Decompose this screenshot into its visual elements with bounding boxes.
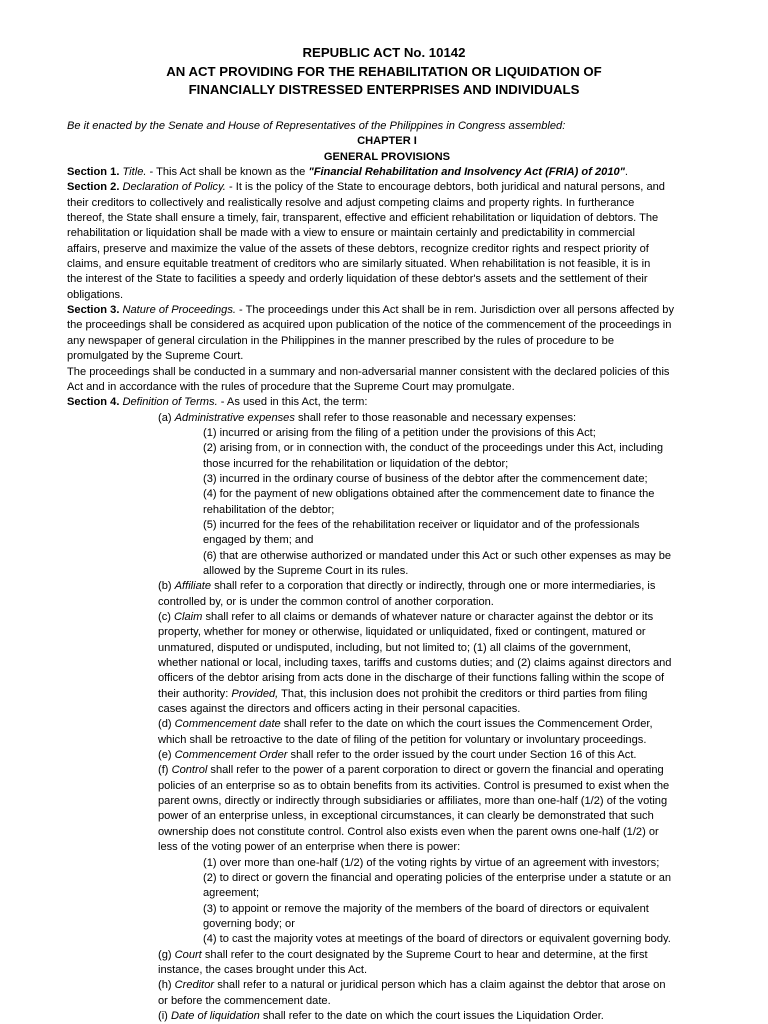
- sub-item: [67, 518, 707, 549]
- sub-item: [67, 856, 707, 871]
- definition-f-items: [67, 856, 707, 948]
- section-4: Section 4. Definition of Terms. - As used in this Act, the term: (a) Administrative expenses shall refer to those reasonable and necessary expenses: (1) incurred or arising from the filing of a petition under the provisions of this Act; (2) arising from, or in connection with, the conduct of the proceedings under this Act, including those incurred for the rehabilitation or liquidation of the debtor; (3) incurred in the ordinary course of business of the debtor after the commencement date; (4) for the payment of new obligations obtained after the commencement date to finance the rehabilitation of the debtor; (5) incurred for the fees of the rehabilitation receiver or liquidator and of the professionals engaged by them; and (6) that are otherwise authorized or mandated under this Act or such other expenses as may be allowed by the Supreme Court in its rules. (b) Affiliate shall refer to a corporation that directly or indirectly, through one or more intermediaries, is controlled by, or is under the common control of another corporation. (c) Claim shall refer to all claims or demands of whatever nature or character against the debtor or its property, whether for money or otherwise, liquidated or unliquidated, fixed or contingent, matured or unmatured, disputed or undisputed, including, but not limited to; (1) all claims of the government, whether national or local, including taxes, tariffs and customs duties; and (2) claims against directors and officers of the debtor arising from acts done in the discharge of their functions falling within the scope of their authority: Provided, That, this inclusion does not prohibit the creditors or third parties from filing cases against the directors and officers acting in their personal capacities. (d) Commencement date shall refer to the date on which the court issues the Commencement Order, which shall be retroactive to the date of filing of the petition for voluntary or involuntary proceedings. (e) Commencement Order shall refer to the order issued by the court under Section 16 of this Act. (f) Control shall refer to the power of a parent corporation to direct or govern the financial and operating policies of an enterprise so as to obtain benefits from its activities. Control is presumed to exist when the parent owns, directly or indirectly through subsidiaries or affiliates, more than one-half (1/2) of the voting power of an enterprise unless, in exceptional circumstances, it can clearly be demonstrated that such ownership does not constitute control. Control also exists even when the parent owns one-half (1/2) or less of the voting power of an enterprise when there is power: (1) over more than one-half (1/2) of the voting rights by virtue of an agreement with investors; (2) to direct or govern the financial and operating policies of the enterprise under a statute or an agreement; (3) to appoint or remove the majority of the members of the board of directors or equivalent governing body; or (4) to cast the majority votes at meetings of the board of directors or equivalent governing body. (g) Court shall refer to the court designated by the Supreme Court to hear and determine, at the first instance, the cases brought under this Act. (h) Creditor shall refer to a natural or juridical person which has a claim against the debtor that arose on or before the commencement date. (i) Date of liquidation shall refer to the date on which the court issues the Liquidation Order.: [67, 395, 707, 1024]
- sub-item-line: (1) over more than one-half (1/2) of the voting rights by virtue of an agreement with investors;: [203, 856, 660, 869]
- sub-item-line: allowed by the Supreme Court in its rules.: [203, 564, 409, 577]
- sub-item-line: (3) to appoint or remove the majority of the members of the board of directors or equivalent: [203, 902, 649, 915]
- sub-item-line: agreement;: [203, 887, 260, 900]
- definition-b: (b) Affiliate shall refer to a corporation that directly or indirectly, through one or more intermediaries, is controlled by, or is under the common control of another corporation.: [158, 580, 656, 608]
- sub-item: [67, 441, 707, 472]
- definition-i: (i) Date of liquidation shall refer to the date on which the court issues the Liquidation Order.: [158, 1009, 604, 1022]
- definition-f: (f) Control shall refer to the power of a parent corporation to direct or govern the financial and operating policies of an enterprise so as to obtain benefits from its activities. Control is presumed to exist when the parent owns, directly or indirectly through subsidiaries or affiliates, more than one-half (1/2) of the voting power of an enterprise unless, in exceptional circumstances, it can clearly be demonstrated that such ownership does not constitute control. Control also exists even when the parent owns one-half (1/2) or less of the voting power of an enterprise when there is power: (1) over more than one-half (1/2) of the voting rights by virtue of an agreement with investors; (2) to direct or govern the financial and operating policies of the enterprise under a statute or an agreement; (3) to appoint or remove the majority of the members of the board of directors or equivalent governing body; or (4) to cast the majority votes at meetings of the board of directors or equivalent governing body.: [67, 763, 707, 947]
- definition-a-items: [67, 426, 707, 579]
- sub-item-line: (4) for the payment of new obligations obtained after the commencement date to finance the: [203, 488, 655, 501]
- sub-item-line: governing body; or: [203, 917, 295, 930]
- sub-item-line: (6) that are otherwise authorized or mandated under this Act or such other expenses as may be: [203, 549, 672, 562]
- sub-item: [67, 902, 707, 933]
- sub-item-line: (1) incurred or arising from the filing of a petition under the provisions of this Act;: [203, 426, 596, 439]
- sub-item-line: (2) to direct or govern the financial and operating policies of the enterprise under a statute or an: [203, 871, 672, 884]
- sub-item-line: (4) to cast the majority votes at meetings of the board of directors or equivalent governing body.: [203, 933, 671, 946]
- sub-item-line: engaged by them; and: [203, 534, 314, 547]
- sub-item: [67, 871, 707, 902]
- sub-item-line: rehabilitation of the debtor;: [203, 503, 335, 516]
- enacting-clause: Be it enacted by the Senate and House of Representatives of the Philippines in Congress assembled:: [67, 120, 566, 132]
- definition-c: (c) Claim shall refer to all claims or demands of whatever nature or character against the debtor or its property, whether for money or otherwise, liquidated or unliquidated, fixed or contingent, matured or unmatured, disputed or undisputed, including, but not limited to; (1) all claims of the government, whether national or local, including taxes, tariffs and customs duties; and (2) claims against directors and officers of the debtor arising from acts done in the discharge of their functions falling within the scope of their authority: Provided, That, this inclusion does not prohibit the creditors or third parties from filing cases against the directors and officers acting in their personal capacities.: [158, 611, 672, 716]
- section-3: Section 3. Nature of Proceedings. - The proceedings under this Act shall be in rem. Jurisdiction over all persons affected by the proceedings shall be considered as acquired upon publication of the notice of the commencement of the proceedings in any newspaper of general circulation in the Philippines in the manner prescribed by the rules of procedure to be promulgated by the Supreme Court. The proceedings shall be conducted in a summary and non-adversarial manner consistent with the declared policies of this Act and in accordance with the rules of procedure that the Supreme Court may promulgate.: [67, 304, 674, 393]
- sub-item: [67, 472, 707, 487]
- sub-item: [67, 487, 707, 518]
- chapter-number: CHAPTER I: [357, 135, 417, 148]
- document-body: [67, 119, 707, 1024]
- sub-item-line: (2) arising from, or in connection with, the conduct of the proceedings under this Act, including: [203, 442, 664, 455]
- sub-item: [67, 426, 707, 441]
- sub-item-line: those incurred for the rehabilitation or liquidation of the debtor;: [203, 457, 509, 470]
- sub-item: [67, 932, 707, 947]
- sub-item: [67, 549, 707, 580]
- definition-h: (h) Creditor shall refer to a natural or juridical person which has a claim against the debtor that arose on or before the commencement date.: [158, 979, 666, 1007]
- section-1: Section 1. Title. - This Act shall be known as the "Financial Rehabilitation and Insolvency Act (FRIA) of 2010".: [67, 166, 629, 179]
- act-title-line-2: FINANCIALLY DISTRESSED ENTERPRISES AND INDIVIDUALS: [188, 82, 580, 97]
- definition-a: (a) Administrative expenses shall refer to those reasonable and necessary expenses: (1) incurred or arising from the filing of a petition under the provisions of this Act; (2) arising from, or in connection with, the conduct of the proceedings under this Act, including those incurred for the rehabilitation or liquidation of the debtor; (3) incurred in the ordinary course of business of the debtor after the commencement date; (4) for the payment of new obligations obtained after the commencement date to finance the rehabilitation of the debtor; (5) incurred for the fees of the rehabilitation receiver or liquidator and of the professionals engaged by them; and (6) that are otherwise authorized or mandated under this Act or such other expenses as may be allowed by the Supreme Court in its rules.: [67, 411, 707, 580]
- sub-item-line: (3) incurred in the ordinary course of business of the debtor after the commencement date;: [203, 472, 648, 485]
- document-title: [0, 44, 768, 100]
- definition-g: (g) Court shall refer to the court designated by the Supreme Court to hear and determine, at the first instance, the cases brought under this Act.: [158, 948, 648, 976]
- sub-item-line: (5) incurred for the fees of the rehabilitation receiver or liquidator and of the professionals: [203, 518, 640, 531]
- act-number: REPUBLIC ACT No. 10142: [302, 45, 466, 60]
- section-2: Section 2. Declaration of Policy. - It is the policy of the State to encourage debtors, both juridical and natural persons, and their creditors to collectively and realistically resolve and adjust competing claims and property rights. In furtherance thereof, the State shall ensure a timely, fair, transparent, effective and efficient rehabilitation or liquidation of debtors. The rehabilitation or liquidation shall be made with a view to ensure or maintain certainly and predictability in commercial affairs, preserve and maximize the value of the assets of these debtors, recognize creditor rights and respect priority of claims, and ensure equitable treatment of creditors who are similarly situated. When rehabilitation is not feasible, it is in the interest of the State to facilities a speedy and orderly liquidation of these debtor's assets and the settlement of their obligations.: [67, 181, 665, 301]
- chapter-title: GENERAL PROVISIONS: [323, 150, 451, 163]
- act-title-line-1: AN ACT PROVIDING FOR THE REHABILITATION OR LIQUIDATION OF: [166, 63, 602, 79]
- definition-e: (e) Commencement Order shall refer to the order issued by the court under Section 16 of this Act.: [158, 749, 637, 762]
- definition-d: (d) Commencement date shall refer to the date on which the court issues the Commencement Order, which shall be retroactive to the date of filing of the petition for voluntary or involuntary proceedings.: [158, 718, 653, 746]
